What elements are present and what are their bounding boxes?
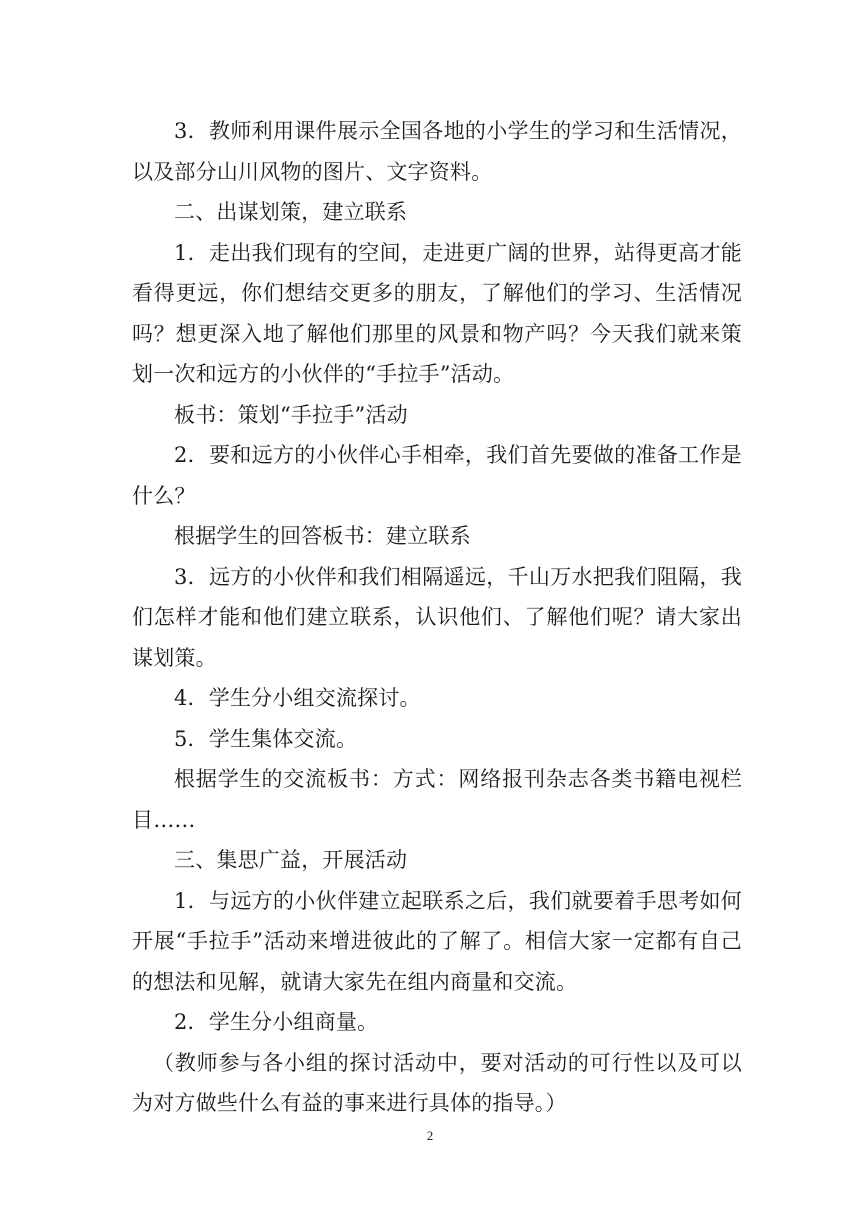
paragraph-step-3-courseware: 3．教师利用课件展示全国各地的小学生的学习和生活情况，以及部分山川风物的图片、文字资料。 — [132, 119, 742, 184]
page-number: 2 — [426, 1128, 434, 1143]
paragraph-step-3-contact-ways: 3．远方的小伙伴和我们相隔遥远，千山万水把我们阻隔，我们怎样才能和他们建立联系，认识他们、了解他们呢？请大家出谋划策。 — [132, 564, 742, 670]
section-heading-3: 三、集思广益，开展活动 — [174, 848, 408, 872]
document-body — [132, 111, 742, 1124]
paragraph-step-2-preparation: 2．要和远方的小伙伴心手相牵，我们首先要做的准备工作是什么？ — [132, 443, 742, 508]
paragraph-step-2-group-consult: 2．学生分小组商量。 — [174, 1010, 379, 1034]
paragraph-blackboard-plan: 板书：策划“手拉手”活动 — [174, 402, 408, 427]
paragraph-step-1-plan-activity: 1．与远方的小伙伴建立起联系之后，我们就要着手思考如何开展“手拉手”活动来增进彼此的了解了。相信大家一定都有自己的想法和见解，就请大家先在组内商量和交流。 — [132, 888, 742, 994]
paragraph-blackboard-contact: 根据学生的回答板书：建立联系 — [174, 524, 471, 548]
paragraph-step-5-collective-exchange: 5．学生集体交流。 — [174, 726, 358, 751]
paragraph-step-1-wider-world: 1．走出我们现有的空间，走进更广阔的世界，站得更高才能看得更远，你们想结交更多的朋友，了解他们的学习、生活情况吗？想更深入地了解他们那里的风景和物产吗？今天我们就来策划一次和远方的小伙伴的“手拉手”活动。 — [132, 240, 742, 386]
section-heading-2: 二、出谋划策，建立联系 — [174, 200, 408, 224]
paragraph-step-4-group-discussion: 4．学生分小组交流探讨。 — [174, 686, 421, 710]
paragraph-teacher-note: （教师参与各小组的探讨活动中，要对活动的可行性以及可以为对方做些什么有益的事来进行具体的指导。） — [132, 1050, 742, 1115]
paragraph-blackboard-methods: 根据学生的交流板书：方式：网络报刊杂志各类书籍电视栏目…… — [132, 767, 742, 832]
